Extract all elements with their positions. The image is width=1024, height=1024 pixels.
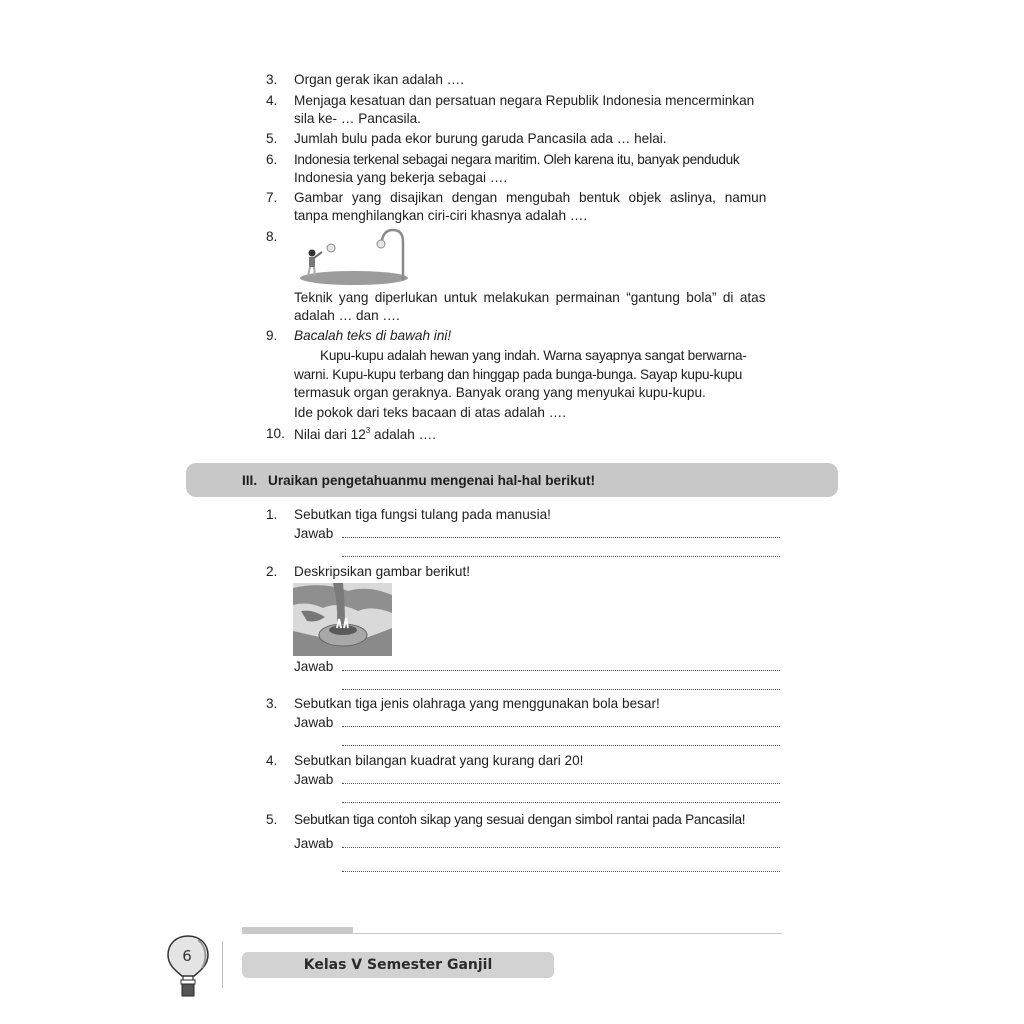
question-number: 4. (266, 753, 278, 768)
question-text (294, 426, 436, 442)
question-number: 7. (266, 190, 278, 205)
question-text: Indonesia yang bekerja sebagai …. (294, 170, 508, 185)
question-number: 8. (266, 229, 278, 244)
answer-line[interactable] (342, 744, 780, 746)
grass-ground (300, 271, 408, 285)
question-number: 3. (266, 72, 278, 87)
bird-nest-illustration (293, 583, 392, 656)
answer-line[interactable] (342, 801, 780, 803)
answer-line[interactable] (342, 669, 780, 671)
footer-label: Kelas V Semester Ganjil (242, 952, 554, 978)
answer-label: Jawab (294, 715, 334, 730)
footer-separator (222, 941, 223, 988)
question-text: Sebutkan tiga contoh sikap yang sesuai dengan simbol rantai pada Pancasila! (294, 812, 746, 827)
hot-air-balloon-icon (166, 934, 210, 998)
answer-label: Jawab (294, 836, 334, 851)
page-number: 6 (182, 947, 192, 965)
question-number: 6. (266, 152, 278, 167)
question-text: Deskripsikan gambar berikut! (294, 564, 471, 579)
answer-label: Jawab (294, 526, 334, 541)
question-number: 3. (266, 696, 278, 711)
question-text: Indonesia terkenal sebagai negara maritim. Oleh karena itu, banyak penduduk (294, 152, 740, 167)
section-number: III. (242, 473, 258, 488)
question-number: 5. (266, 812, 278, 827)
question-text: Menjaga kesatuan dan persatuan negara Republik Indonesia mencerminkan (294, 93, 755, 108)
instruction-text: Bacalah teks di bawah ini! (294, 328, 452, 343)
exponent: 3 (365, 426, 371, 435)
thrown-ball (327, 244, 335, 252)
answer-line[interactable] (342, 536, 780, 538)
section-title: Uraikan pengetahuanmu mengenai hal-hal berikut! (268, 473, 596, 488)
answer-label: Jawab (294, 772, 334, 787)
question-text: sila ke- … Pancasila. (294, 111, 421, 126)
answer-line[interactable] (342, 870, 780, 872)
question-number: 1. (266, 507, 278, 522)
answer-line[interactable] (342, 688, 780, 690)
answer-label: Jawab (294, 659, 334, 674)
question-text: Teknik yang diperlukan untuk melakukan permainan “gantung bola” di atas (294, 290, 766, 305)
question-text: Gambar yang disajikan dengan mengubah bentuk objek aslinya, namun (294, 190, 767, 205)
passage-line: termasuk organ geraknya. Banyak orang yang menyukai kupu-kupu. (294, 385, 706, 400)
answer-line[interactable] (342, 846, 780, 848)
answer-line[interactable] (342, 782, 780, 784)
question-number: 9. (266, 328, 278, 343)
question-number: 2. (266, 564, 278, 579)
question-number: 10. (266, 426, 285, 441)
question-text: tanpa menghilangkan ciri-ciri khasnya adalah …. (294, 208, 588, 223)
section-header (186, 463, 838, 497)
question-text: Sebutkan tiga jenis olahraga yang menggunakan bola besar! (294, 696, 660, 711)
question-text: Organ gerak ikan adalah …. (294, 72, 465, 87)
passage-line: warni. Kupu-kupu terbang dan hinggap pada bunga-bunga. Sayap kupu-kupu (294, 367, 743, 382)
question-text: Sebutkan bilangan kuadrat yang kurang dari 20! (294, 753, 584, 768)
question-text: Jumlah bulu pada ekor burung garuda Pancasila ada … helai. (294, 131, 667, 146)
footer-rule (242, 933, 782, 934)
question-text: adalah … dan …. (294, 308, 400, 323)
question-text: Sebutkan tiga fungsi tulang pada manusia! (294, 507, 551, 522)
hanging-ball (377, 240, 385, 248)
question-text: Ide pokok dari teks bacaan di atas adalah …. (294, 405, 567, 420)
hanging-ball-illustration (298, 228, 412, 286)
expression-suffix: adalah …. (374, 427, 436, 442)
question-number: 5. (266, 131, 278, 146)
question-number: 4. (266, 93, 278, 108)
answer-line[interactable] (342, 725, 780, 727)
expression-base: Nilai dari 12 (294, 427, 366, 442)
answer-line[interactable] (342, 555, 780, 557)
child-figure (308, 250, 322, 277)
passage-line: Kupu-kupu adalah hewan yang indah. Warna sayapnya sangat berwarna- (320, 348, 747, 363)
